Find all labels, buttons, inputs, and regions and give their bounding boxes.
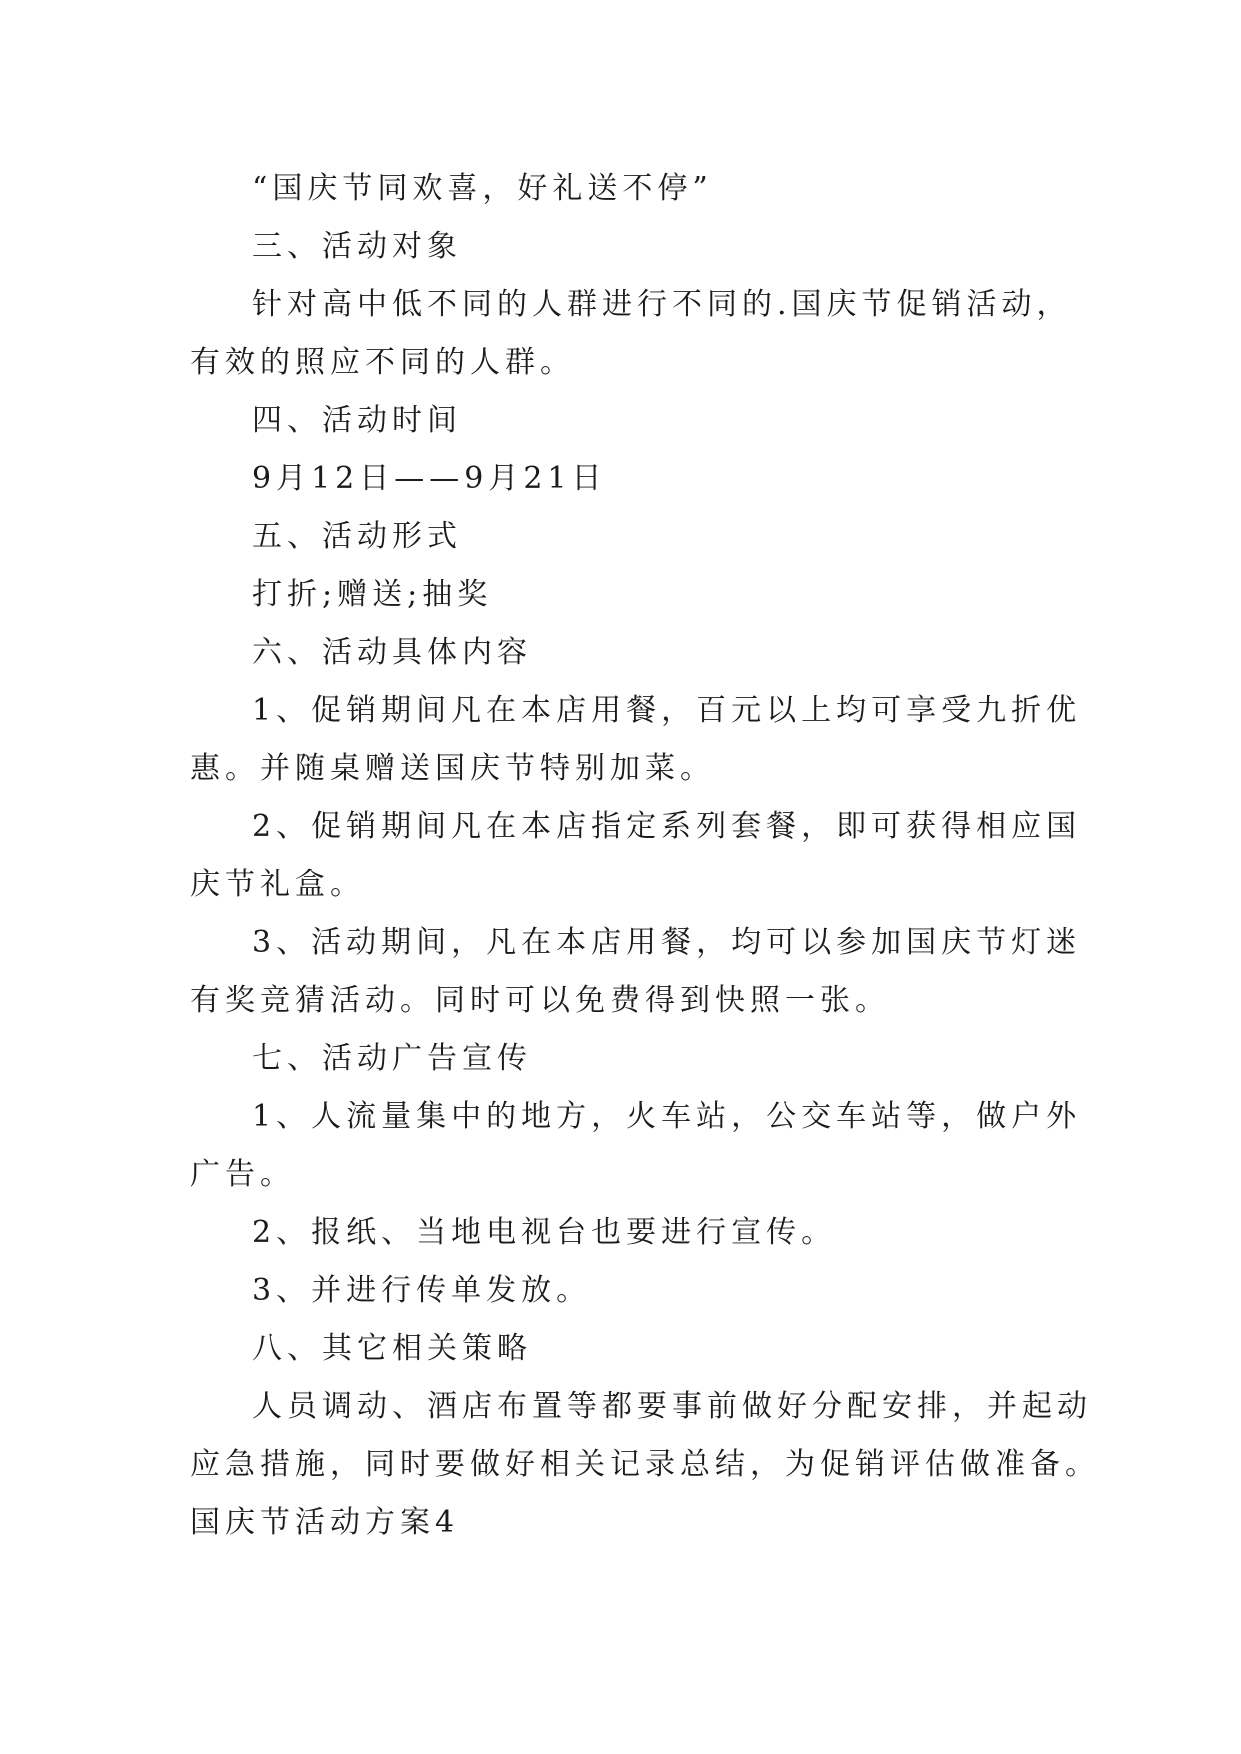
list-item-line: 1、促销期间凡在本店用餐，百元以上均可享受九折优 [252,693,1082,728]
paragraph-line: 人员调动、酒店布置等都要事前做好分配安排，并起动 [252,1389,1092,1424]
section-heading-other-strategies: 八、其它相关策略 [252,1331,532,1366]
section-heading-activity-target: 三、活动对象 [252,229,462,264]
paragraph-line: 打折;赠送;抽奖 [252,577,493,612]
paragraph-line: 针对高中低不同的人群进行不同的.国庆节促销活动， [252,287,1072,322]
list-item-line: 2、促销期间凡在本店指定系列套餐，即可获得相应国 [252,809,1082,844]
paragraph-line: 有效的照应不同的人群。 [190,345,575,380]
list-item-line: 1、人流量集中的地方，火车站，公交车站等，做户外 [252,1099,1082,1134]
section-heading-activity-time: 四、活动时间 [252,403,462,438]
document-body [190,160,1100,1552]
section-heading-activity-form: 五、活动形式 [252,519,462,554]
list-item-line: 庆节礼盒。 [190,867,365,902]
list-item-line: 有奖竞猜活动。同时可以免费得到快照一张。 [190,983,890,1018]
list-item-line: 广告。 [190,1157,295,1192]
list-item-line: 惠。并随桌赠送国庆节特别加菜。 [190,751,715,786]
section-heading-activity-content: 六、活动具体内容 [252,635,532,670]
section-heading-advertising: 七、活动广告宣传 [252,1041,532,1076]
list-item-line: 3、活动期间，凡在本店用餐，均可以参加国庆节灯迷 [252,925,1082,960]
list-item-line: 3、并进行传单发放。 [252,1273,592,1308]
paragraph-line: 应急措施，同时要做好相关记录总结，为促销评估做准备。 [190,1447,1100,1482]
document-next-title: 国庆节活动方案4 [190,1505,460,1540]
activity-date-range: 9月12日——9月21日 [252,461,607,496]
slogan-line: “国庆节同欢喜，好礼送不停” [252,171,713,206]
list-item-line: 2、报纸、当地电视台也要进行宣传。 [252,1215,837,1250]
